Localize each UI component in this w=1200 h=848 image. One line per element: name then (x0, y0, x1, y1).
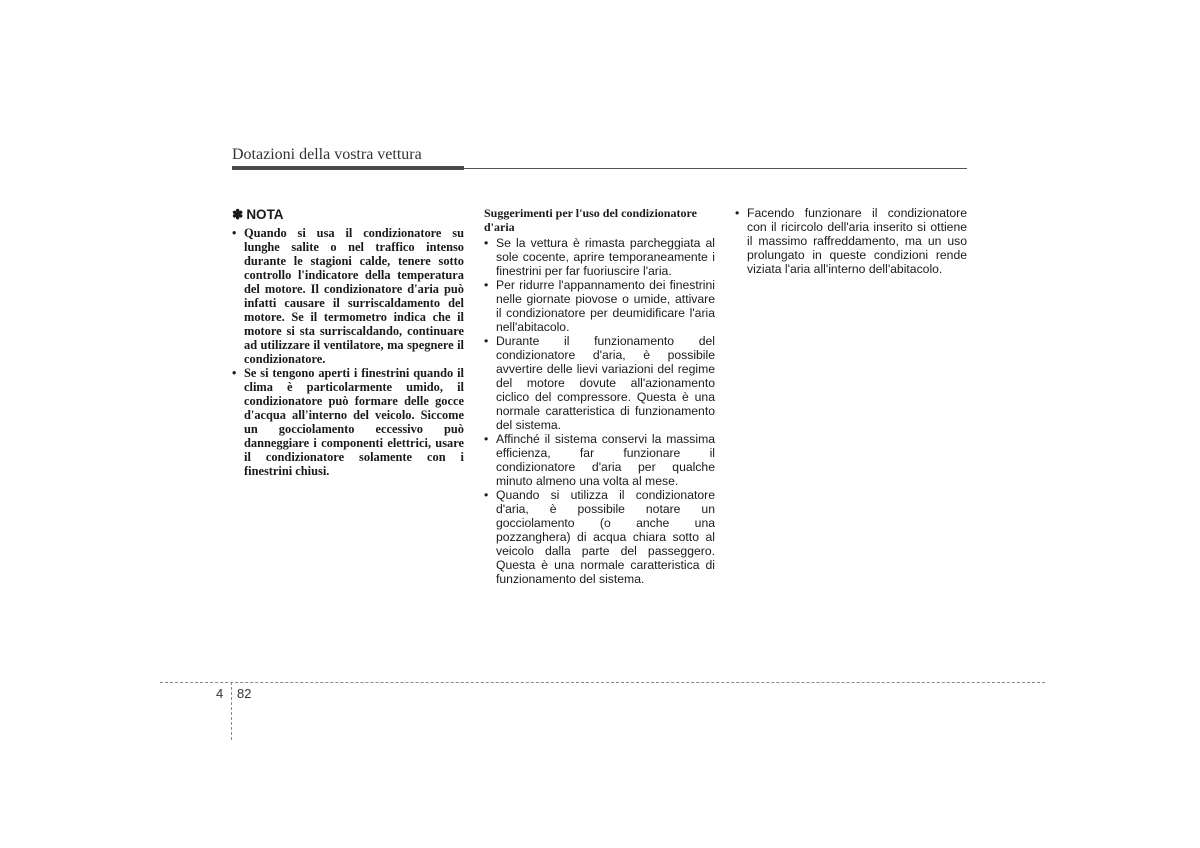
tips-item (484, 334, 715, 432)
tips-list (484, 236, 715, 586)
bullet-icon: • (484, 432, 489, 446)
tips-item (484, 488, 715, 586)
chapter-number: 4 (216, 686, 224, 701)
footer-rule (160, 682, 1045, 683)
bullet-icon: • (484, 278, 489, 292)
bullet-icon: • (232, 226, 237, 240)
tips-item-text: Affinché il sistema conservi la massima efficienza, far funzionare il condizionatore d'aria per qualche minuto almeno una volta al mese. (496, 432, 715, 488)
note-list (232, 226, 464, 478)
note-title-text: NOTA (246, 207, 284, 222)
tips-heading: Suggerimenti per l'uso del condizionatore d'aria (484, 206, 697, 234)
tips-item-text: Se la vettura è rimasta parcheggiata al sole cocente, aprire temporaneamente i finestrini per far fuoriuscire l'aria. (496, 236, 715, 278)
note-item (232, 226, 464, 366)
bullet-icon: • (484, 236, 489, 250)
header-rule (464, 168, 967, 169)
bullet-icon: • (484, 334, 489, 348)
tips-item (484, 432, 715, 488)
note-item (232, 366, 464, 478)
tips-item (735, 206, 967, 276)
tips-item (484, 236, 715, 278)
page-number: 82 (237, 686, 252, 701)
tips-item-text: Facendo funzionare il condizionatore con il ricircolo dell'aria inserito si ottiene il massimo raffreddamento, ma un uso prolungato in queste condizioni rende viziata l'aria all'interno dell'abitacolo. (747, 206, 967, 276)
tips-continued-list (735, 206, 967, 276)
tips-continued-column (735, 206, 967, 276)
bullet-icon: • (232, 366, 237, 380)
note-column (232, 206, 464, 478)
footer-divider (231, 682, 232, 740)
tips-item (484, 278, 715, 334)
tips-item-text: Per ridurre l'appannamento dei finestrini nelle giornate piovose o umide, attivare il condizionatore per deumidificare l'aria nell'abitacolo. (496, 278, 715, 334)
note-item-text: Se si tengono aperti i finestrini quando il clima è particolarmente umido, il condizionatore può formare delle gocce d'acqua all'interno del veicolo. Siccome un gocciolamento eccessivo può danneggiare i componenti elettrici, usare il condizionatore solamente con i finestrini chiusi. (244, 366, 464, 478)
tips-item-text: Quando si utilizza il condizionatore d'aria, è possibile notare un gocciolamento (o anche una pozzanghera) di acqua chiara sotto al veicolo dalla parte del passeggero. Questa è una normale caratteristica di funzionamento del sistema. (496, 488, 715, 586)
note-heading (232, 206, 464, 224)
note-item-text: Quando si usa il condizionatore su lunghe salite o nel traffico intenso durante le stagioni calde, tenere sotto controllo l'indicatore della temperatura del motore. Il condizionatore d'aria può infatti causare il surriscaldamento del motore. Se il termometro indica che il motore si sta surriscaldando, continuare ad utilizzare il ventilatore, ma spegnere il condizionatore. (244, 226, 464, 366)
tips-item-text: Durante il funzionamento del condizionatore d'aria, è possibile avvertire delle lievi variazioni del regime del motore dovute all'azionamento ciclico del compressore. Questa è una normale caratteristica di funzionamento del sistema. (496, 334, 715, 432)
tips-column (484, 206, 715, 586)
note-star-icon: ✽ (232, 207, 244, 222)
header-bar-accent (232, 166, 464, 170)
bullet-icon: • (735, 206, 740, 220)
bullet-icon: • (484, 488, 489, 502)
page-header-title: Dotazioni della vostra vettura (232, 146, 422, 163)
